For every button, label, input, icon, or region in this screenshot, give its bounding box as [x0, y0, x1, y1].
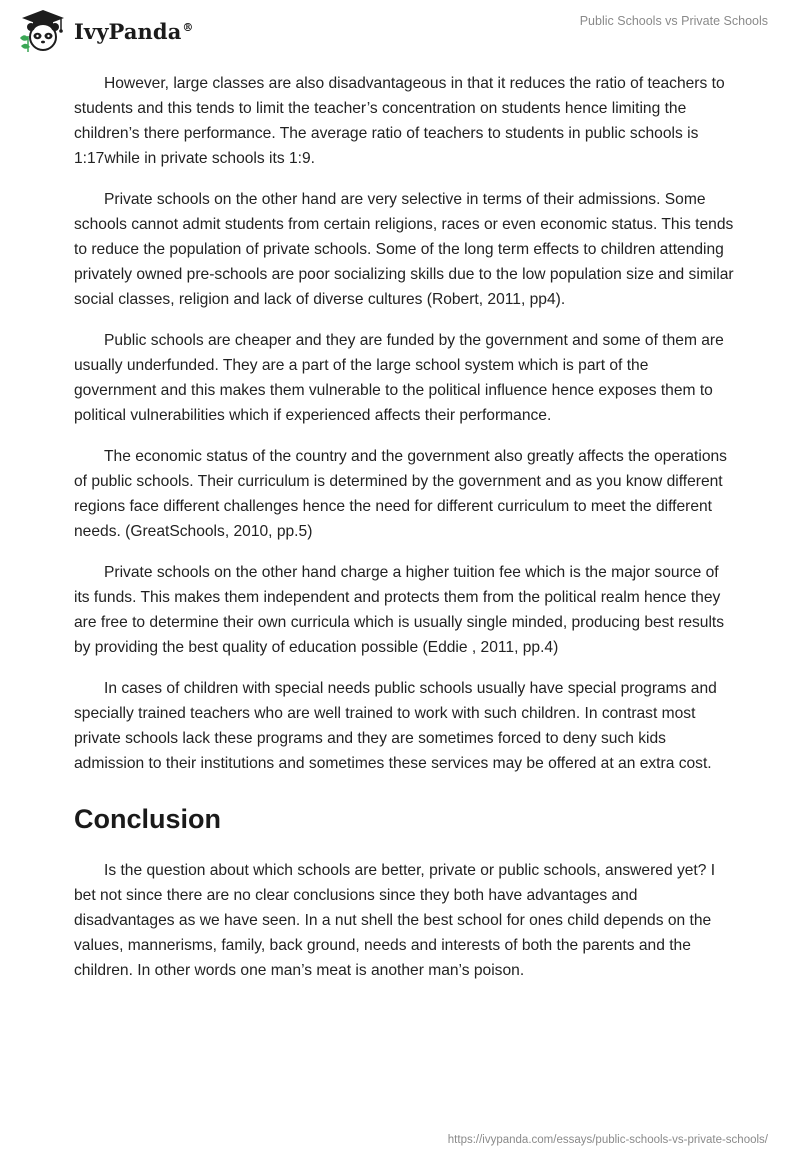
- paragraph-special-needs: In cases of children with special needs public schools usually have special programs and specially trained teachers who are well trained to work with such children. In contrast most private schools lack these programs and they are sometimes forced to deny such kids admission to their institutions and sometimes these services may be offered at an extra cost.: [74, 680, 717, 772]
- paragraph-conclusion: Is the question about which schools are better, private or public schools, answered yet? I bet not since there are no clear conclusions since they both have advantages and disadvantages as we have seen. In a nut shell the best school for ones child depends on the values, mannerisms, family, back ground, needs and interests of both the parents and the children. In other words one man’s meat is another man’s poison.: [74, 862, 716, 979]
- source-url-link[interactable]: https://ivypanda.com/essays/public-schools-vs-private-schools/: [447, 1134, 768, 1146]
- page-header: [0, 0, 800, 62]
- paragraph-private-admissions: Private schools on the other hand are very selective in terms of their admissions. Some schools cannot admit students from certain religions, races or even economic status. This tends to reduce the population of private schools. Some of the long term effects to children attending privately owned pre-schools are poor socializing skills due to the low population size and similar social classes, religion and lack of diverse cultures (Robert, 2011, pp4).: [74, 191, 734, 308]
- document-title: Public Schools vs Private Schools: [579, 14, 768, 28]
- brand-logo[interactable]: [16, 8, 194, 54]
- panda-logo-icon: [16, 8, 70, 54]
- paragraph-class-size: However, large classes are also disadvantageous in that it reduces the ratio of teachers to students and this tends to limit the teacher’s concentration on students hence limiting the children’s there performance. The average ratio of teachers to students in public schools is 1:17while in private schools its 1:9.: [74, 75, 725, 167]
- paragraph-economic-status: The economic status of the country and the government also greatly affects the operations of public schools. Their curriculum is determined by the government and as you know different regions face different challenges hence the need for different curriculum to meet the different needs. (GreatSchools, 2010, pp.5): [74, 448, 727, 540]
- paragraph-private-tuition: Private schools on the other hand charge a higher tuition fee which is the major source of its funds. This makes them independent and protects them from the political realm hence they are free to determine their own curricula which is usually single minded, producing best results by providing the best quality of education possible (Eddie , 2011, pp.4): [74, 564, 725, 656]
- registered-mark: ®: [182, 20, 194, 34]
- paragraph-public-funding: Public schools are cheaper and they are funded by the government and some of them are usually underfunded. They are a part of the large school system which is part of the government and this makes them vulnerable to the political influence hence exposes them to political vulnerabilities which if experienced affects their performance.: [74, 332, 724, 424]
- brand-name: IvyPanda®: [74, 18, 194, 44]
- conclusion-heading: Conclusion: [74, 804, 221, 834]
- essay-body: [74, 71, 734, 999]
